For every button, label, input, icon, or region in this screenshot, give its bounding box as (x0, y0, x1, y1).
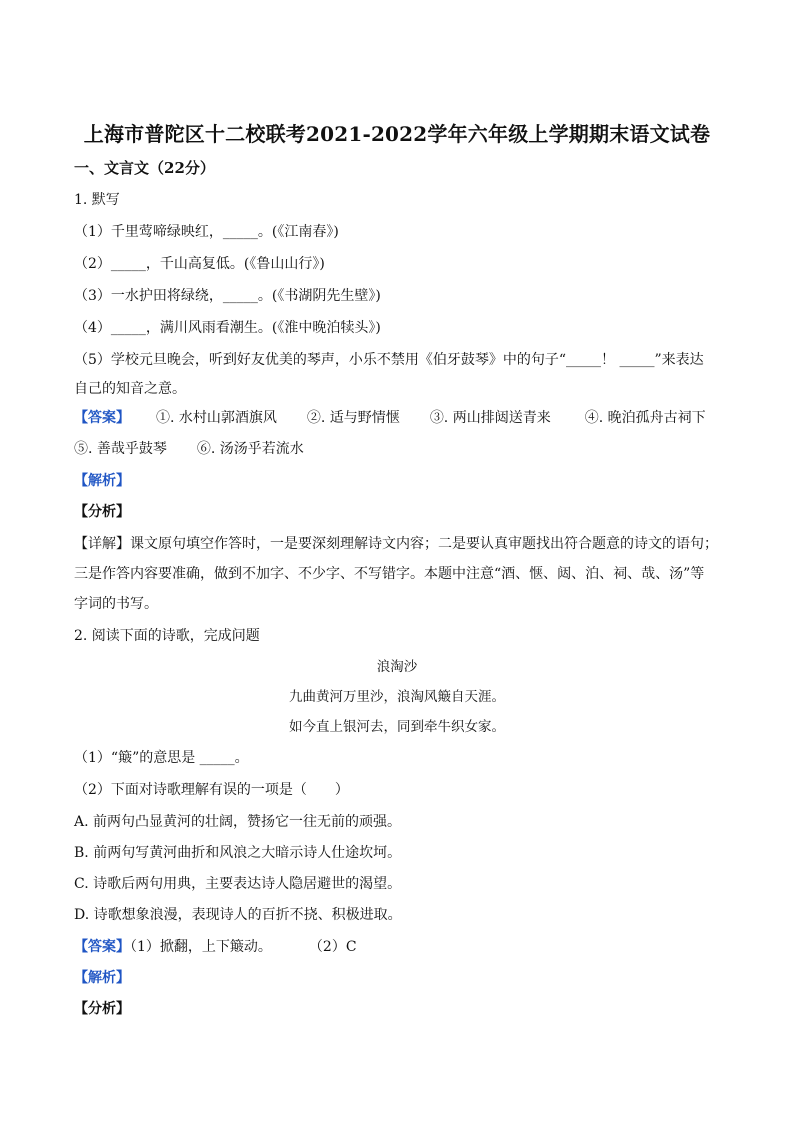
answer-label: 【答案】 (74, 939, 130, 955)
poem-title: 浪淘沙 (376, 659, 418, 675)
question-1-item-5: （5）学校元旦晚会，听到好友优美的琴声，小乐不禁用《伯牙鼓琴》中的句子“_____！ _____”来表达 (74, 352, 704, 368)
question-1-answer (74, 408, 706, 428)
option-c: C. 诗歌后两句用典，主要表达诗人隐居避世的渴望。 (74, 876, 402, 892)
poem-line-1: 九曲黄河万里沙，浪淘风簸自天涯。 (289, 689, 505, 705)
question-1-jiexi-label: 【解析】 (74, 473, 130, 489)
question-1-stem: 1. 默写 (74, 192, 120, 208)
answer-item: ②. 适与野情惬 (306, 410, 400, 426)
answer-item: ⑥. 汤汤乎若流水 (196, 441, 304, 457)
question-1-detail-line-2: 三是作答内容要准确，做到不加字、不少字、不写错字。本题中注意“酒、惬、闼、泊、祠、哉、汤”等 (74, 566, 705, 582)
question-2-sub-2: （2）下面对诗歌理解有误的一项是（ ） (74, 782, 349, 798)
answer-item: ③. 两山排闼送青来 (429, 410, 551, 426)
option-a: A. 前两句凸显黄河的壮阔，赞扬它一往无前的顽强。 (74, 814, 402, 830)
page-title: 上海市普陀区十二校联考2021-2022学年六年级上学期期末语文试卷 (83, 122, 711, 146)
question-1-item-4: （4）_____，满川风雨看潮生。(《淮中晚泊犊头》) (74, 320, 381, 336)
poem-line-2: 如今直上银河去，同到牵牛织女家。 (289, 719, 505, 735)
question-2-fenxi-label: 【分析】 (74, 1001, 130, 1017)
option-b: B. 前两句写黄河曲折和风浪之大暗示诗人仕途坎坷。 (74, 845, 402, 861)
answer-item: ⑤. 善哉乎鼓琴 (74, 441, 167, 457)
option-d: D. 诗歌想象浪漫，表现诗人的百折不挠、积极进取。 (74, 907, 402, 923)
question-2-stem: 2. 阅读下面的诗歌，完成问题 (74, 628, 260, 644)
question-1-detail-line-3: 字词的书写。 (74, 596, 158, 612)
question-1-detail-line-1: 【详解】课文原句填空作答时，一是要深刻理解诗文内容；二是要认真审题找出符合题意的诗文的语句； (74, 536, 718, 552)
question-1-answer-cont (74, 439, 304, 459)
question-1-fenxi-label: 【分析】 (74, 504, 130, 520)
question-1-item-2: （2）_____，千山高复低。(《鲁山山行》) (74, 256, 325, 272)
question-1-item-3: （3）一水护田将绿绕，_____。(《书湖阴先生壁》) (74, 288, 381, 304)
question-1-item-5-cont: 自己的知音之意。 (74, 381, 186, 397)
answer-item: （1）掀翻，上下簸动。 (130, 939, 272, 955)
answer-item: ④. 晚泊孤舟古祠下 (584, 410, 706, 426)
answer-label: 【答案】 (74, 410, 130, 426)
answer-item: ①. 水村山郭酒旗风 (156, 410, 277, 426)
answer-item: （2）C (315, 939, 357, 955)
question-2-jiexi-label: 【解析】 (74, 970, 130, 986)
question-2-sub-1: （1）“簸”的意思是 _____。 (74, 750, 249, 766)
question-1-item-1: （1）千里莺啼绿映红，_____。(《江南春》) (74, 224, 339, 240)
section-heading: 一、文言文（22分） (74, 159, 215, 177)
question-2-answer (74, 937, 357, 957)
